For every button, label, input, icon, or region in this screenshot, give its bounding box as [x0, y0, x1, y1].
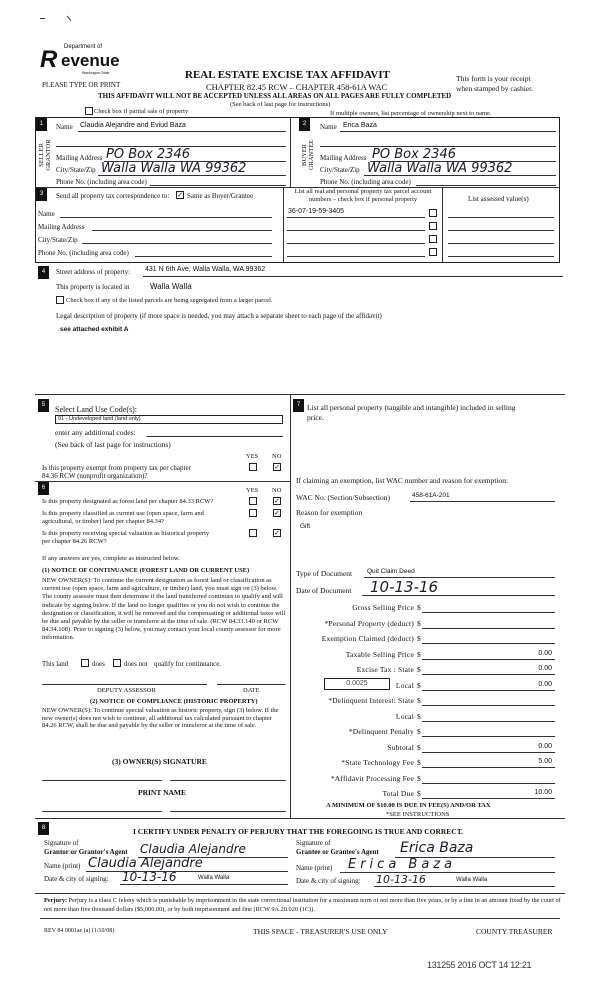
land-use-see-back: (See back of last page for instructions): [55, 440, 171, 449]
revision-label: REV 84 0001ae (a) (1/10/08): [44, 928, 115, 934]
exempt-question: Is this property exempt from property tax per chapter: [42, 464, 191, 472]
doc-date-label: Date of Document: [296, 586, 352, 595]
historic-yes-checkbox[interactable]: [249, 529, 257, 537]
currency-sign: $: [417, 773, 421, 783]
yes-header: YES: [246, 487, 259, 494]
seller-name-label: Name: [56, 123, 73, 131]
segregated-checkbox[interactable]: [56, 296, 64, 304]
scan-mark: [67, 13, 75, 21]
historic-question: Is this property receiving special valuation as historical property: [42, 530, 210, 537]
qualify-label: qualify for continuance.: [154, 660, 222, 668]
forest-no-checkbox[interactable]: ✓: [274, 497, 280, 505]
currency-sign: $: [417, 758, 421, 767]
grantor-date-field[interactable]: 10-13-16: [122, 870, 177, 884]
doc-type-label: Type of Document: [296, 569, 353, 578]
grantee-sig-label-2: Grantee or Grantee's Agent: [296, 848, 379, 856]
grantor-sig-label-1: Signature of: [44, 839, 79, 847]
seller-city-label: City/State/Zip: [56, 166, 96, 174]
exempt-yes-checkbox[interactable]: [249, 463, 257, 471]
forest-question: Is this property designated as forest land per chapter 84.33 RCW?: [42, 498, 214, 505]
section-5-number: 5: [38, 399, 49, 412]
exempt-no-checkbox[interactable]: ✓: [274, 463, 280, 471]
notice-continuance-title: (1) NOTICE OF CONTINUANCE (FOREST LAND OR CURRENT USE): [42, 567, 250, 574]
grantee-name-print[interactable]: Erica Baza: [348, 857, 457, 872]
fee-label: *Affidavit Processing Fee: [330, 773, 414, 783]
currency-sign: $: [417, 618, 421, 628]
wac-label: WAC No. (Section/Subsection): [296, 493, 390, 502]
currency-sign: $: [417, 742, 421, 752]
located-label: This property is located in: [56, 283, 130, 291]
forest-yes-checkbox[interactable]: [249, 497, 257, 505]
grantor-name-label: Name (print): [44, 862, 81, 870]
seller-phone-label: Phone No. (including area code): [56, 178, 147, 186]
revenue-logo: [40, 44, 120, 80]
corr-mail-label: Mailing Address: [38, 223, 85, 231]
current-use-question-2: agricultural, or timber) land per chapter 84.34?: [42, 518, 165, 525]
recording-stamp: 131255 2016 OCT 14 12:21: [427, 960, 532, 970]
current-use-yes-checkbox[interactable]: [249, 509, 257, 517]
deputy-assessor-label: DEPUTY ASSESSOR: [97, 687, 156, 694]
see-instructions-note: *SEE INSTRUCTIONS: [386, 811, 450, 818]
logo-name-text: evenue: [61, 51, 120, 70]
fee-label: *State Technology Fee: [341, 758, 414, 767]
does-label: does: [92, 660, 105, 668]
land-use-select[interactable]: 91 - Undeveloped land (land only): [55, 415, 283, 424]
fee-label: *Personal Property (deduct): [324, 618, 414, 628]
grantee-signature[interactable]: Erica Baza: [400, 840, 474, 856]
parcel-header: List all real and personal property tax parcel account numbers – check box if personal property: [294, 188, 432, 203]
grantee-name-label: Name (print): [296, 864, 333, 872]
currency-sign: $: [417, 665, 421, 674]
receipt-note-1: This form is your receipt: [456, 74, 531, 83]
grantee-sig-label-1: Signature of: [296, 839, 331, 847]
seller-city-field[interactable]: Walla Walla WA 99362: [101, 161, 247, 176]
this-land-label: This land: [42, 660, 69, 668]
does-not-checkbox[interactable]: [113, 659, 121, 667]
no-header: NO: [272, 453, 282, 460]
fee-label: Total Due: [382, 789, 414, 798]
located-field[interactable]: Walla Walla: [150, 282, 192, 291]
grantor-city-field[interactable]: Walla Walla: [198, 875, 230, 881]
current-use-question: Is this property classified as current use (open space, farm and: [42, 510, 204, 517]
doc-type-field[interactable]: Quit Claim Deed: [367, 568, 415, 575]
scan-mark: [40, 18, 45, 19]
assessed-header: List assessed value(s): [468, 195, 529, 203]
fee-label: Subtotal: [387, 742, 414, 752]
does-not-label: does not: [124, 660, 148, 668]
county-treasurer-label: COUNTY TREASURER: [476, 927, 553, 936]
fee-value-field[interactable]: 10.00: [534, 789, 552, 796]
section-3-number: 3: [36, 188, 47, 201]
perjury-note: [44, 897, 564, 914]
perjury-text: Perjury is a class C felony which is punishable by imprisonment in the state correctional institution for a maximum term of not more than five years, or by a fine in an amount fixed by the court of not more than five thousand dollars ($5,000.00), or by both imprisonment and fine (RCW 9A.20.020 (1C)).: [44, 897, 561, 913]
assessed-value-line[interactable]: [448, 230, 554, 231]
see-back: (See back of last page for instructions): [230, 101, 331, 108]
logo-r-mark: R: [40, 46, 58, 73]
street-address-field[interactable]: 431 N 6th Ave, Walla Walla, WA 99362: [145, 266, 266, 273]
date-label: DATE: [243, 687, 260, 694]
personal-property-label: List all personal property (tangible and intangible) included in selling: [307, 403, 516, 412]
treasurer-space-label: THIS SPACE - TREASURER'S USE ONLY: [253, 927, 388, 936]
same-as-buyer-checkbox[interactable]: ✓: [177, 191, 183, 199]
correspondence-label: Send all property tax correspondence to:: [56, 192, 170, 200]
does-checkbox[interactable]: [81, 659, 89, 667]
reason-label: Reason for exemption: [296, 508, 363, 517]
currency-sign: $: [417, 634, 421, 643]
local-rate-field[interactable]: 0.0025: [324, 678, 390, 690]
section-4-number: 4: [38, 266, 49, 279]
currency-sign: $: [417, 711, 421, 721]
fee-label: Taxable Selling Price: [345, 649, 414, 659]
grantor-sig-label-2: Grantor or Grantor's Agent: [44, 848, 128, 856]
wac-field[interactable]: 458-61A-201: [412, 492, 450, 499]
corr-name-label: Name: [38, 210, 55, 218]
fee-label: Local: [395, 680, 414, 690]
notice-compliance-title: (2) NOTICE OF COMPLIANCE (HISTORIC PROPERTY): [90, 698, 258, 705]
buyer-name-label: Name: [320, 123, 337, 131]
notice-compliance-body: NEW OWNER(S): To continue special valuation as historic property, sign (3) below. If the new owner(s) does not wish to continue, all additional tax calculated pursuant to chapter 84.26 RCW, shall be due and payable by the seller or transferor at the time of sale.: [42, 707, 279, 729]
grantor-name-print[interactable]: Claudia Alejandre: [88, 856, 203, 871]
currency-sign: $: [417, 727, 421, 736]
current-use-no-checkbox[interactable]: ✓: [274, 509, 280, 517]
please-type: PLEASE TYPE OR PRINT: [42, 81, 121, 89]
legal-description-field[interactable]: see attached exhibit A: [60, 326, 129, 333]
grantor-signature[interactable]: Claudia Alejandre: [140, 842, 246, 856]
exempt-question-2: 84.36 RCW (nonprofit organization)?: [42, 472, 148, 480]
assessed-value-line[interactable]: [448, 217, 554, 218]
buyer-mail-field[interactable]: PO Box 2346: [372, 147, 456, 162]
fee-value-field[interactable]: 0.00: [538, 742, 552, 750]
seller-side-label: SELLER GRANTOR: [38, 139, 52, 171]
grantee-city-field[interactable]: Walla Walla: [456, 877, 488, 883]
section-7-number: 7: [293, 399, 304, 412]
buyer-name-field[interactable]: Erica Baza: [343, 122, 377, 129]
grantee-date-field[interactable]: 10-13-16: [376, 873, 426, 886]
currency-sign: $: [417, 649, 421, 659]
grantee-date-label: Date & city of signing:: [296, 877, 361, 885]
legal-label: Legal description of property (if more space is needed, you may attach a separate sheet to each page of the affidavit): [56, 312, 382, 320]
seller-mail-field[interactable]: PO Box 2346: [106, 147, 190, 162]
no-header: NO: [272, 487, 282, 494]
certify-statement: I CERTIFY UNDER PENALTY OF PERJURY THAT THE FOREGOING IS TRUE AND CORRECT.: [133, 827, 464, 836]
fee-value-field[interactable]: 0.00: [538, 649, 552, 657]
grantor-date-label: Date & city of signing:: [44, 875, 109, 883]
historic-question-2: per chapter 84.26 RCW?: [42, 538, 107, 545]
buyer-city-field[interactable]: Walla Walla WA 99362: [367, 161, 513, 176]
print-name-label: PRINT NAME: [138, 788, 186, 797]
reason-field[interactable]: Gift: [300, 523, 311, 530]
fee-label: Local: [395, 711, 414, 721]
corr-phone-label: Phone No. (including area code): [38, 249, 129, 257]
currency-sign: $: [417, 696, 421, 705]
minimum-due-note: A MINIMUM OF $10.00 IS DUE IN FEE(S) AND/OR TAX: [326, 802, 491, 809]
currency-sign: $: [417, 680, 421, 690]
receipt-note-2: when stamped by cashier.: [456, 84, 534, 93]
warning-line: THIS AFFIDAVIT WILL NOT BE ACCEPTED UNLESS ALL AREAS ON ALL PAGES ARE FULLY COMPLETED: [98, 92, 452, 100]
fee-label: Exemption Claimed (deduct): [321, 634, 414, 643]
seller-name-field[interactable]: Claudia Alejandre and Eviud Baza: [80, 122, 186, 129]
assessed-value-line[interactable]: [448, 243, 554, 244]
personal-property-label-2: price.: [307, 413, 324, 422]
exemption-claim-label: If claiming an exemption, list WAC number and reason for exemption:: [296, 476, 509, 485]
perjury-label: Perjury:: [44, 897, 68, 904]
buyer-mail-label: Mailing Address: [320, 154, 367, 162]
assessed-value-line[interactable]: [448, 256, 554, 257]
yes-header: YES: [246, 453, 259, 460]
same-as-buyer-label: Same as Buyer/Grantee: [187, 192, 254, 200]
fee-value-field[interactable]: 5.00: [538, 758, 552, 765]
partial-sale-checkbox[interactable]: [85, 107, 93, 115]
currency-sign: $: [417, 789, 421, 798]
personal-property-checkbox[interactable]: [429, 222, 437, 230]
buyer-side-label: BUYER GRANTEE: [301, 139, 315, 171]
land-use-label: Select Land Use Code(s):: [55, 405, 137, 414]
section-1-number: 1: [36, 118, 47, 131]
if-yes-note: If any answers are yes, complete as instructed below.: [42, 555, 180, 562]
fee-label: Gross Selling Price: [352, 603, 414, 612]
street-label: Street address of property:: [56, 268, 131, 276]
fee-label: Excise Tax : State: [356, 665, 414, 674]
section-8-number: 8: [38, 822, 49, 835]
form-title: REAL ESTATE EXCISE TAX AFFIDAVIT: [185, 69, 390, 81]
multiple-owners-note: If multiple owners, list percentage of ownership next to name.: [330, 110, 492, 117]
logo-state-text: Washington State: [82, 71, 110, 75]
doc-date-field[interactable]: 10-13-16: [370, 578, 439, 596]
fee-value-field[interactable]: 0.00: [538, 665, 552, 672]
personal-property-checkbox[interactable]: [429, 209, 437, 217]
seller-mail-label: Mailing Address: [56, 154, 103, 162]
additional-codes-label: enter any additional codes:: [55, 428, 136, 437]
fee-label: *Delinquent Interest: State: [328, 696, 414, 705]
partial-sale-label: Check box if partial sale of property: [94, 108, 189, 115]
corr-city-label: City/State/Zip: [38, 236, 78, 244]
buyer-city-label: City/State/Zip: [320, 166, 360, 174]
logo-dept-text: Department of: [64, 44, 103, 50]
fee-value-field[interactable]: 0.00: [538, 680, 552, 688]
section-6-number: 6: [38, 482, 49, 495]
fee-label: *Delinquent Penalty: [348, 727, 414, 736]
buyer-phone-label: Phone No. (including area code): [320, 178, 411, 186]
parcel-number-field[interactable]: 36-07-19-59-3405: [288, 208, 345, 215]
chapter-line: CHAPTER 82.45 RCW – CHAPTER 458-61A WAC: [206, 82, 388, 92]
historic-no-checkbox[interactable]: ✓: [274, 529, 280, 537]
segregated-label: Check box if any of the listed parcels are being segregated from a larger parcel.: [66, 297, 273, 304]
section-2-number: 2: [299, 118, 310, 131]
owner-signature-label: (3) OWNER(S) SIGNATURE: [112, 757, 207, 766]
personal-property-checkbox[interactable]: [429, 235, 437, 243]
notice-continuance-body: NEW OWNER(S): To continue the current designation as forest land or classification as current use (open space, farm and agriculture, or timber) land, you must sign on (3) below. The county assessor must then determine if the land transferred continues to qualify and will indicate by signing below. If the land no longer qualifies or you do not wish to continue the designation or classification, it will be removed and the compensating or additional taxes will be due and payable by the seller or transferor at the time of sale. (RCW 84.33.140 or RCW 84.34.108). Prior to signing (3) below, you may contact your local county assessor for more information.: [42, 577, 286, 642]
currency-sign: $: [417, 603, 421, 612]
personal-property-checkbox[interactable]: [429, 248, 437, 256]
